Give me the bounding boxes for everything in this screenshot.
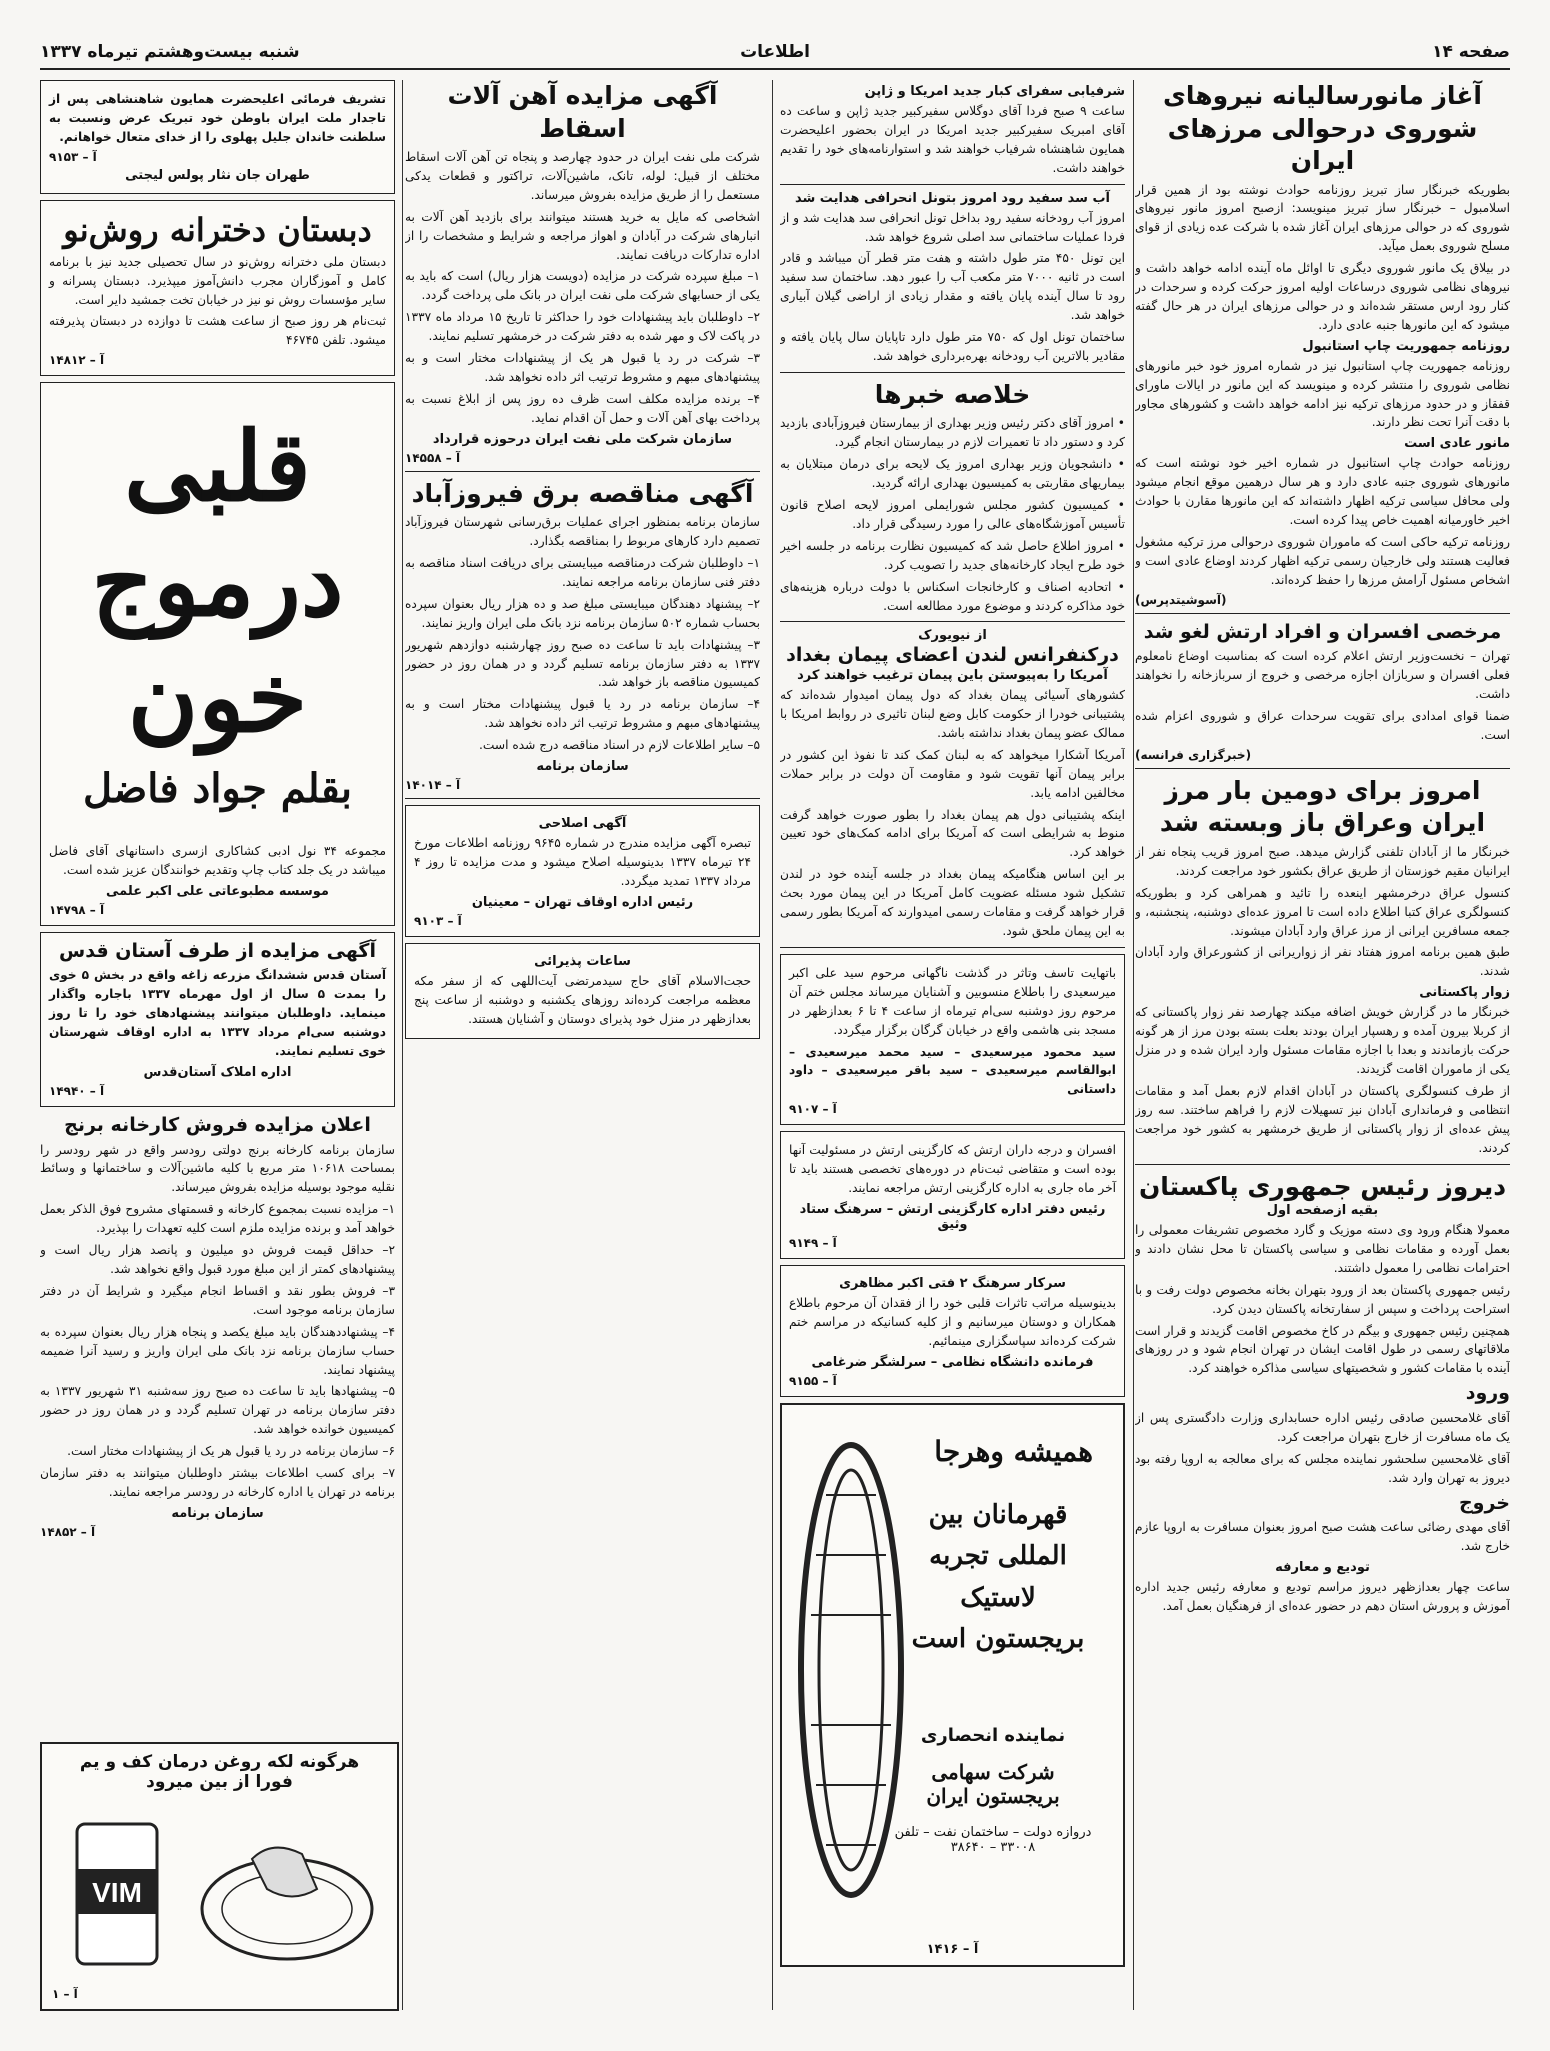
notice-title: سرکار سرهنگ ۲ فتی اکبر مظاهری	[839, 1275, 1066, 1291]
ad-company: شرکت سهامی بریجستون ایران	[926, 1759, 1060, 1808]
ad-code: آ – ۱۴۷۹۸	[49, 902, 105, 917]
headline-tunnel: آب سد سفید رود امروز بتونل انحرافی هدایت شد	[794, 190, 1111, 206]
headline-ambassadors: شرفیابی سفرای کبار جدید امریکا و ژاپن	[864, 84, 1125, 99]
article-paragraph: ۱– مبلغ سپرده شرکت در مزایده (دویست هزار ریال) است که باید به یکی از حسابهای شرکت ملی نفت ایران در بانک ملی پرداخت گردد.	[405, 269, 760, 303]
summary-item: • امروز اطلاع حاصل شد که کمیسیون نظارت برنامه در جلسه اخیر خود طرح ایجاد کارخانه‌های جدید را تصویب کرد.	[780, 538, 1125, 572]
notice-signature: سازمان برنامه	[171, 1505, 264, 1521]
headline-rice-factory: اعلان مزایده فروش کارخانه برنج	[64, 1113, 371, 1136]
notice-signature: سازمان شرکت ملی نفت ایران درحوزه قرارداد	[432, 431, 733, 447]
divider	[780, 947, 1125, 948]
divider	[780, 372, 1125, 373]
column-4	[40, 80, 395, 2010]
headline-pakistan: دیروز رئیس جمهوری پاکستان	[1138, 1171, 1507, 1201]
summary-item: • دانشجویان وزیر بهداری امروز یک لایحه برای درمان مبتلایان به بیماریهای مقاربتی به کمیسیون بهداری ارائه گردید.	[780, 457, 1125, 491]
divider	[405, 471, 760, 472]
column-1	[1135, 80, 1510, 2010]
ad-code: آ – ۹۱۴۹	[789, 1235, 837, 1250]
column-rule	[1133, 80, 1134, 2010]
issue-date: شنبه بیست‌وهشتم تیرماه ۱۳۳۷	[40, 42, 300, 62]
article-paragraph: سازمان برنامه بمنظور اجرای عملیات برق‌رسانی شهرستان فیروزآباد تصمیم دارد کارهای مربوط را بمناقصه بگذارد.	[405, 515, 760, 549]
ad-code: آ – ۹۱۰۳	[414, 913, 462, 928]
qods-auction-notice	[40, 932, 395, 1107]
article-paragraph: ۲– پیشنهاد دهندگان میبایستی مبلغ صد و ده هزار ریال بعنوان سپرده بحساب شماره ۵۰۲ سازمان برنامه نزد بانک ملی ایران واریز نمایند.	[405, 596, 760, 630]
vim-cleanser-ad	[40, 1742, 399, 2011]
article-paragraph: در بیلاق یک مانور شوروی دیگری تا اوائل ماه آینده ادامه خواهد داشت و نیروهای نظامی شوروی درساعات اولیه امروز حرکت کرده و سرحدات در کنار رود ارس مستقر شده‌اند و در حوالی مرزهای ایران در هر حال گفته میشود که این مانورها جنبه عادی دارد.	[1135, 261, 1510, 332]
notice-text: تشریف فرمائی اعلیحضرت همایون شاهنشاهی پس از تاجدار ملت ایران باوطن خود تبریک عرض ونسبت به سلطنت خاندان جلیل پهلوی را از خدای متعال خواهانم.	[49, 92, 386, 144]
notice-signature: سازمان برنامه	[536, 759, 629, 775]
article-paragraph: ۵– سایر اطلاعات لازم در اسناد مناقصه درج شده است.	[479, 738, 760, 753]
continuation-note: بقیه ازصفحه اول	[1266, 1203, 1379, 1219]
ad-code: آ – ۱۴۹۴۰	[49, 1083, 105, 1098]
article-paragraph: ۱– داوطلبان شرکت درمناقصه میبایستی برای دریافت اسناد مناقصه به دفتر فنی سازمان برنامه مراجعه نمایند.	[405, 556, 760, 589]
school-title: دبستان دخترانه روش‌نو	[63, 210, 372, 249]
article-paragraph: تهران – نخست‌وزیر ارتش اعلام کرده است که بمناسبت اوضاع نامعلوم فعلی افسران و سربازان اجازه مرخصی و خروج از سربازخانه را نخواهند داشت.	[1135, 649, 1510, 702]
article-paragraph: آقای غلامحسین صادقی رئیس اداره حسابداری وزارت دادگستری پس از یک ماه مسافرت از خارج بتهران مراجعت کرد.	[1135, 1410, 1510, 1444]
dateline: از نیویورک	[918, 628, 987, 644]
notice-text: تبصره آگهی مزایده مندرج در شماره ۹۶۴۵ روزنامه اطلاعات مورخ ۲۴ تیرماه ۱۳۳۷ بدینوسیله اصلاح میشود و مدت مزایده تا روز ۴ مرداد ۱۳۳۷ تمدید میگردد.	[414, 836, 752, 888]
subheading: روزنامه جمهوریت چاپ استانبول	[1302, 338, 1510, 354]
subheading: تودیع و معارفه	[1275, 1560, 1370, 1576]
article-paragraph: ۶– سازمان برنامه در رد یا قبول هر یک از پیشنهادات مختار است.	[67, 1444, 395, 1459]
article-paragraph: روزنامه جمهوریت چاپ استانبول نیز در شماره امروز خود خبر مانورهای نظامی شوروی را منتشر کرده و مینویسد که این مانور در ایالات ماورای قفقاز و در حدود مرزهای ترکیه نیز ادامه خواهد داشت و کشورهای مجاور با دقت آنرا تحت نظر دارند.	[1135, 358, 1510, 430]
notice-signature: اداره املاک آستان‌قدس	[143, 1064, 292, 1080]
article-paragraph: ۳– پیشنهادات باید تا ساعت ده صبح روز چهارشنبه دوازدهم شهریور ۱۳۳۷ به دفتر سازمان برنامه تسلیم گردد و در همان روز در حضور کمیسیون مناقصه باز خواهد شد.	[405, 637, 760, 690]
news-credit: (آسوشیتدپرس)	[1135, 592, 1227, 607]
ad-tagline: همیشه وهرجا	[934, 1434, 1093, 1468]
bridgestone-ad	[780, 1403, 1125, 1967]
article-paragraph: ساعت چهار بعدازظهر دیروز مراسم تودیع و معارفه رئیس جدید اداره آموزش و پرورش استان دهم در حضور عده‌ای از فرهنگیان بعمل آمد.	[1135, 1580, 1510, 1613]
ad-headline: قهرمانان بین المللی تجربه لاستیک بریجستون است	[911, 1499, 1085, 1655]
notice-text: دبستان ملی دخترانه روش‌نو در سال تحصیلی جدید نیز با برنامه کامل و آموزگاران مجرب دانش‌آموز میپذیرد. دبستان پسرانه و سایر مؤسسات روش نو نیز در خیابان تخت جمشید دایر است.	[49, 254, 386, 307]
divider	[780, 621, 1125, 622]
column-rule	[402, 80, 403, 2010]
divider	[1135, 768, 1510, 769]
article-paragraph: معمولا هنگام ورود وی دسته موزیک و گارد مخصوص تشریفات معمولی را بعمل آورده و مقامات نظامی و سیاسی پاکستان تا محل نشان دادند و احترامات نظامی را معمول داشتند.	[1135, 1223, 1510, 1275]
tire-illustration	[796, 1435, 906, 1905]
ad-subheadline: فورا از بین میرود	[146, 1772, 293, 1792]
ad-code: آ – ۱۴۵۵۸	[405, 450, 461, 465]
novel-author: بقلم جواد فاضل	[83, 764, 352, 812]
headline-maneuver: آغاز مانورسالیانه نیروهای شوروی درحوالی مرزهای ایران	[1163, 81, 1482, 175]
article-paragraph: همچنین رئیس جمهوری و بیگم در کاخ مخصوص اقامت گزیدند و قرار است ملاقاتهای رسمی در طول اقامت ایشان در تهران انجام شود و در روزهای آینده با مقامات کشور و شخصیتهای سیاسی مذاکره خواهند کرد.	[1135, 1323, 1510, 1376]
ad-code: آ – ۱۴۰۱۴	[405, 778, 461, 793]
masthead-name: اطلاعات	[740, 42, 810, 62]
novel-ad	[40, 382, 395, 925]
ad-code: آ – ۱۴۸۵۲	[40, 1524, 96, 1539]
article-paragraph: خبرنگار ما از آبادان تلفنی گزارش میدهد. صبح امروز قریب پنجاه نفر از ایرانیان مقیم خوزستان از طریق عراق بکشور خود مراجعت کردند.	[1135, 844, 1510, 878]
column-rule	[772, 80, 773, 2010]
correction-notice	[405, 805, 760, 937]
notice-text: حجت‌الاسلام آقای حاج سیدمرتضی آیت‌اللهی که از سفر مکه معظمه مراجعت کرده‌اند روزهای یکشنبه و دوشنبه از ساعت پنج بعدازظهر در منزل خود پذیرای دوستان و آشنایان هستند.	[414, 973, 751, 1026]
article-paragraph: کنسول عراق درخرمشهر اینعده را تائید و همراهی کرد و بطوریکه کنسولگری عراق کتبا اطلاع داده است تا امروز عده‌ای دوشنبه، پنجشنبه، و جمعه مسافرین ایرانی از مرز عراق وارد آبادان میشوند.	[1135, 885, 1510, 938]
obituary-names: سید محمود میرسعیدی – سید محمد میرسعیدی – ابوالقاسم میرسعیدی – سید باقر میرسعیدی – داود داستانی	[789, 1044, 1116, 1097]
ad-rep-label: نماینده انحصاری	[920, 1724, 1066, 1746]
article-paragraph: ۲– حداقل قیمت فروش دو میلیون و پانصد هزار ریال است و پیشنهادهای کمتر از این مبلغ مورد قبول واقع نخواهد شد.	[40, 1243, 395, 1276]
article-paragraph: کشورهای آسیائی پیمان بغداد که دول پیمان امیدوار شده‌اند که پشتیبانی خودرا از حکومت کابل وضع لبنان تاثیری در روابط امریکا با ممالک عضو پیمان بغداد نداشته باشد.	[780, 688, 1125, 740]
column-3	[405, 80, 760, 2010]
summary-item: • امروز آقای دکتر رئیس وزیر بهداری از بیمارستان فیروزآبادی بازدید کرد و دستور داد تا تعمیرات لازم در بیمارستان انجام گیرد.	[780, 416, 1125, 450]
article-paragraph: از طرف کنسولگری پاکستان در آبادان اقدام لازم بعمل آمد و مقامات انتظامی و فرمانداری آبادان نیز تسهیلات لازم را فراهم ساختند. سه روز پیش عده‌ای از زوار پاکستانی از طریق خرمشهر به کشور خود مراجعت کردند.	[1135, 1083, 1510, 1155]
ad-code: آ – ۹۱۵۳	[49, 149, 97, 164]
notice-signature: فرمانده دانشگاه نظامی – سرلشگر ضرغامی	[811, 1354, 1094, 1370]
ad-code: آ – ۱۴۱۶	[926, 1941, 979, 1957]
news-credit: (خبرگزاری فرانسه)	[1135, 747, 1252, 762]
article-paragraph: ۲– داوطلبان باید پیشنهادات خود را حداکثر تا تاریخ ۱۵ مرداد ماه ۱۳۳۷ در پاکت لاک و مهر شده به دفتر شرکت در خرمشهر تسلیم نمایند.	[405, 310, 760, 344]
school-ad	[40, 200, 395, 377]
ad-headline: هرگونه لکه روغن درمان کف و یم	[79, 1752, 360, 1772]
notice-title: آگهی اصلاحی	[538, 816, 627, 832]
notice-signature: طهران جان نثار پولس لیجتی	[125, 167, 310, 183]
scrubbing-pan-illustration	[192, 1819, 382, 1969]
divider	[780, 184, 1125, 185]
ad-code: آ – ۱۴۸۱۲	[49, 353, 105, 368]
article-paragraph: ۴– برنده مزایده مکلف است ظرف ده روز پس از ابلاغ نسبت به پرداخت بهای آهن آلات و حمل آن اقدام نماید.	[405, 391, 760, 425]
headline-auction: آگهی مزایده آهن آلات اسقاط	[447, 81, 718, 143]
article-paragraph: روزنامه حوادث چاپ استانبول در شماره اخیر خود نوشته است که مانورهای شوروی جنبه عادی دارد و هر سال درهمین موقع انجام میشود ولی محافل سیاسی ترکیه اظهار داشته‌اند که این مانورها مقارن با حوادث اخیر خاورمیانه اهمیت خاص پیدا کرده است.	[1135, 456, 1510, 528]
page-folio	[40, 38, 1510, 70]
divider	[1135, 613, 1510, 614]
subheading-departure: خروج	[1458, 1491, 1510, 1514]
article-paragraph: ۴– پیشنهاددهندگان باید مبلغ یکصد و پنجاه هزار ریال بعنوان سپرده به حساب سازمان برنامه نزد بانک ملی ایران واریز و رسید آنرا ضمیمه پیشنهاد نمایند.	[40, 1324, 395, 1377]
article-paragraph: خبرنگار ما در گزارش خویش اضافه میکند چهارصد نفر زوار پاکستانی که از کربلا بیرون آمده و رهسپار ایران بودند بعلت بسته بودن مرز از هر گونه حرکت بازماندند و بعدا با اجازه مقامات مسئول وارد ایران شده و در منزل یکی از ماموران اقامت گزیدند.	[1135, 1005, 1510, 1076]
subheading-arrival: ورود	[1465, 1382, 1510, 1405]
headline-tender: آگهی مناقصه برق فیروزآباد	[411, 478, 754, 508]
notice-title: آگهی مزایده از طرف آستان قدس	[59, 939, 376, 962]
column-2	[780, 80, 1125, 2010]
reception-hours-notice	[405, 943, 760, 1039]
publisher-name: موسسه مطبوعاتی علی اکبر علمی	[106, 883, 329, 899]
ad-code: آ – ۹۱۰۷	[789, 1102, 837, 1117]
notice-text: ثبت‌نام هر روز صبح از ساعت هشت تا دوازده در دبستان پذیرفته میشود. تلفن ۴۶۷۴۵	[49, 314, 386, 348]
article-paragraph: آقای مهدی رضائی ساعت هشت صبح امروز بعنوان مسافرت به اروپا عازم خارج شد.	[1135, 1520, 1510, 1554]
royal-greeting-notice	[40, 80, 395, 194]
article-paragraph: طبق همین برنامه امروز هفتاد نفر از زواریرانی از کشورعراق وارد آبادان شدند.	[1135, 945, 1510, 979]
ad-code: آ – ۱	[52, 1987, 78, 2001]
article-paragraph: ۷– برای کسب اطلاعات بیشتر داوطلبان میتوانند به دفتر سازمان برنامه در تهران یا اداره کارخانه در رودسر مراجعه نمایند.	[40, 1466, 395, 1499]
article-paragraph: ساعت ۹ صبح فردا آقای دوگلاس سفیرکبیر جدید ژاپن و ساعت ده آقای امبریک سفیرکبیر جدید امریکا در ایران بحضور اعلیحضرت همایون شاهنشاه شرفیاب خواهند شد و استوارنامه‌های خود را تقدیم خواهند داشت.	[780, 104, 1125, 175]
notice-text: آستان قدس ششدانگ مزرعه زاغه واقع در بخش ۵ خوی را بمدت ۵ سال از اول مهرماه ۱۳۳۷ باجاره واگذار مینماید. داوطلبان میتوانند پیشنهادهای خود را تا روز دوشنبه سی‌ام مرداد ۱۳۳۷ به اداره اوقاف شهرستان خوی تسلیم نمایند.	[49, 968, 387, 1058]
article-paragraph: روزنامه ترکیه حاکی است که ماموران شوروی درحوالی مرز ترکیه مشغول فعالیت هستند ولی خارجیان رسمی ترکیه اظهار کردند اوضاع عادی است و اشخاص مسئول آرامش مرزها را حفظ کرده‌اند.	[1135, 535, 1510, 587]
article-paragraph: شرکت ملی نفت ایران در حدود چهارصد و پنجاه تن آهن آلات اسقاط مختلف از قبیل: لوله، تانک، ماشین‌آلات، تراکتور و قطعات یدکی مستعمل را از طریق مزایده بفروش میرساند.	[405, 150, 760, 202]
page-number: صفحه ۱۴	[1432, 42, 1510, 62]
subheading: زوار پاکستانی	[1419, 985, 1510, 1001]
article-paragraph: سازمان برنامه کارخانه برنج دولتی رودسر واقع در شهر رودسر را بمساحت ۱۰۶۱۸ متر مربع با کلیه ماشین‌آلات و ساختمانها و وسائط نقلیه موجود بوسیله مزایده بفروش میرساند.	[40, 1142, 395, 1195]
article-paragraph: بطوریکه خبرنگار ساز تبریز روزنامه حوادث نوشته بود از همین قرار اسلامبول – خبرنگار ساز تبریز مینویسد: ازصبح امروز مانور نیروهای شوروی که در حوالی مرزهای ایران آغاز شده با شرکت عده زیادی از قوای مسلح شوروی بعمل میآید.	[1135, 182, 1510, 254]
notice-text: بدینوسیله مراتب تاثرات قلبی خود را از فقدان آن مرحوم باطلاع همکاران و دوستان میرسانیم و از کلیه کسانیکه در مراسم ختم شرکت کرده‌اند سپاسگزاری مینمائیم.	[789, 1295, 1116, 1348]
divider	[405, 798, 760, 799]
notice-title: ساعات پذیرائی	[534, 953, 631, 969]
article-paragraph: آمریکا آشکارا میخواهد که به لبنان کمک کند تا نفوذ این کشور در برابر پیمان آنها تقویت شود و مقاومت آن دولت در برابر حملات مخالفین ادامه یابد.	[780, 747, 1125, 800]
article-paragraph: بر این اساس هنگامیکه پیمان بغداد در جلسه آینده خود در لندن تشکیل شود مسئله عضویت کامل آمریکا در این پیمان مورد بحث قرار خواهد گرفت و مقامات رسمی امیدوارند که آمریکا بطور رسمی به این پیمان ملحق شود.	[780, 867, 1125, 938]
article-paragraph: امروز آب رودخانه سفید رود بداخل تونل انحرافی سد هدایت شد و از فردا عملیات ساختمانی سد اصلی شروع خواهد شد.	[780, 210, 1125, 244]
article-paragraph: ساختمان تونل اول که ۷۵۰ متر طول دارد تاپایان سال پایان یافته و مقادیر بالاترین آب رودخانه بهره‌برداری خواهد شد.	[780, 330, 1125, 363]
article-paragraph: ۴– سازمان برنامه در رد یا قبول پیشنهادات مختار است و به پیشنهادهای مبهم و مشروط ترتیب اثر داده نخواهد شد.	[405, 697, 760, 731]
subheading: مانور عادی است	[1404, 436, 1510, 452]
article-paragraph: اشخاصی که مایل به خرید هستند میتوانند برای بازدید آهن آلات به انبارهای شرکت در آبادان و اهواز مراجعه و شرایط و مشخصات را از اداره تدارکات دریافت نمایند.	[405, 209, 760, 262]
novel-title: قلبی درموج خون	[91, 410, 344, 754]
article-paragraph: ۵– پیشنهادها باید تا ساعت ده صبح روز سه‌شنبه ۳۱ شهریور ۱۳۳۷ به دفتر سازمان برنامه در تهران تسلیم گردد و در همان روز در حضور کمیسیون خوانده خواهد شد.	[40, 1384, 395, 1437]
ad-code: آ – ۹۱۵۵	[789, 1373, 837, 1388]
condolence-notice	[780, 1265, 1125, 1397]
notice-signature: رئیس اداره اوقاف تهران – معینیان	[471, 894, 694, 910]
article-paragraph: ضمنا قوای امدادی برای تقویت سرحدات عراق و شوروی اعزام شده است.	[1135, 709, 1510, 743]
ad-address: دروازه دولت – ساختمان نفت – تلفن ۳۳۰۰۸ – ۳۸۶۴۰	[894, 1824, 1092, 1855]
vim-can-illustration	[62, 1814, 172, 1974]
obituary-text: باتهایت تاسف وتاثر در گذشت ناگهانی مرحوم سید علی اکبر میرسعیدی را باطلاع منسوبین و آشنایان میرساند مجلس ختم آن مرحوم روز دوشنبه سی‌ام تیرماه از ساعت ۴ تا ۶ بعدازظهر در مسجد بنی هاشمی واقع در خیابان گرگان برگزار میگردد.	[789, 965, 1116, 1037]
article-paragraph: ۳– فروش بطور نقد و اقساط انجام میگیرد و شرایط آن در دفتر سازمان برنامه موجود است.	[40, 1283, 395, 1317]
article-paragraph: آقای غلامحسین سلحشور نماینده مجلس که برای معالجه به اروپا رفته بود دیروز به تهران وارد شد.	[1135, 1451, 1510, 1485]
headline-leave: مرخصی افسران و افراد ارتش لغو شد	[1143, 620, 1502, 643]
subheadline: آمریکا را به‌پیوستن باین پیمان ترغیب خواهند کرد	[797, 668, 1108, 684]
notice-text: افسران و درجه داران ارتش که کارگزینی ارتش در مسئولیت آنها بوده است و متقاضی ثبت‌نام در دوره‌های تخصصی هستند باید تا آخر ماه جاری به اداره کارگزینی ارتش مراجعه نمایند.	[789, 1143, 1116, 1196]
article-paragraph: این تونل ۴۵۰ متر طول داشته و هفت متر قطر آن میباشد و قادر است در ثانیه ۷۰۰۰ متر مکعب آب را عبور دهد. ساختمان سد سفید رود تا سال آینده پایان یافته و مقدار زیادی از اراضی گیلان آبیاری خواهد شد.	[780, 251, 1125, 323]
army-notice	[780, 1131, 1125, 1259]
article-paragraph: ۱– مزایده نسبت بمجموع کارخانه و قسمتهای مشروح فوق الذکر بعمل خواهد آمد و برنده مزایده ملزم است کلیه تعهدات را بپذیرد.	[40, 1202, 395, 1236]
vim-brand-label: VIM	[92, 1877, 142, 1908]
summary-item: • اتحادیه اصناف و کارخانجات اسکناس با دولت درباره هزینه‌های خود مذاکره کردند و موضوع مورد مطالعه است.	[780, 579, 1125, 613]
article-paragraph: اینکه پشتیبانی دول هم پیمان بغداد را بطور صورت خواهد گرفت منوط به شرایطی است که آمریکا برای ادامه کمک‌های خود تعیین خواهد کرد.	[780, 807, 1125, 860]
obituary-notice	[780, 954, 1125, 1125]
divider	[1135, 1164, 1510, 1165]
headline-border: امروز برای دومین بار مرز ایران وعراق باز وبسته شد	[1159, 775, 1486, 838]
headline-summary: خلاصه خبرها	[874, 379, 1031, 409]
notice-text: مجموعه ۳۴ نول ادبی کشاکاری ازسری داستانهای آقای فاضل میباشد در یک جلد کتاب چاپ وتقدیم خوانندگان عزیز شده است.	[49, 843, 386, 877]
article-paragraph: ۳– شرکت در رد یا قبول هر یک از پیشنهادات مختار است و به پیشنهادهای مبهم و مشروط ترتیب اثر داده نخواهد شد.	[405, 351, 760, 384]
article-paragraph: رئیس جمهوری پاکستان بعد از ورود بتهران بخانه مخصوص دولت رفت و با استراحت پرداخت و سپس از سفارتخانه پاکستان دیدن کرد.	[1135, 1282, 1510, 1316]
summary-item: • کمیسیون کشور مجلس شورایملی امروز لایحه اصلاح قانون تأسیس آموزشگاه‌های عالی را مورد رسیدگی قرار داد.	[780, 498, 1125, 531]
headline-baghdad: درکنفرانس لندن اعضای پیمان بغداد	[786, 644, 1119, 667]
notice-signature: رئیس دفتر اداره کارگزینی ارتش – سرهنگ ستاد وثیق	[799, 1201, 1106, 1232]
